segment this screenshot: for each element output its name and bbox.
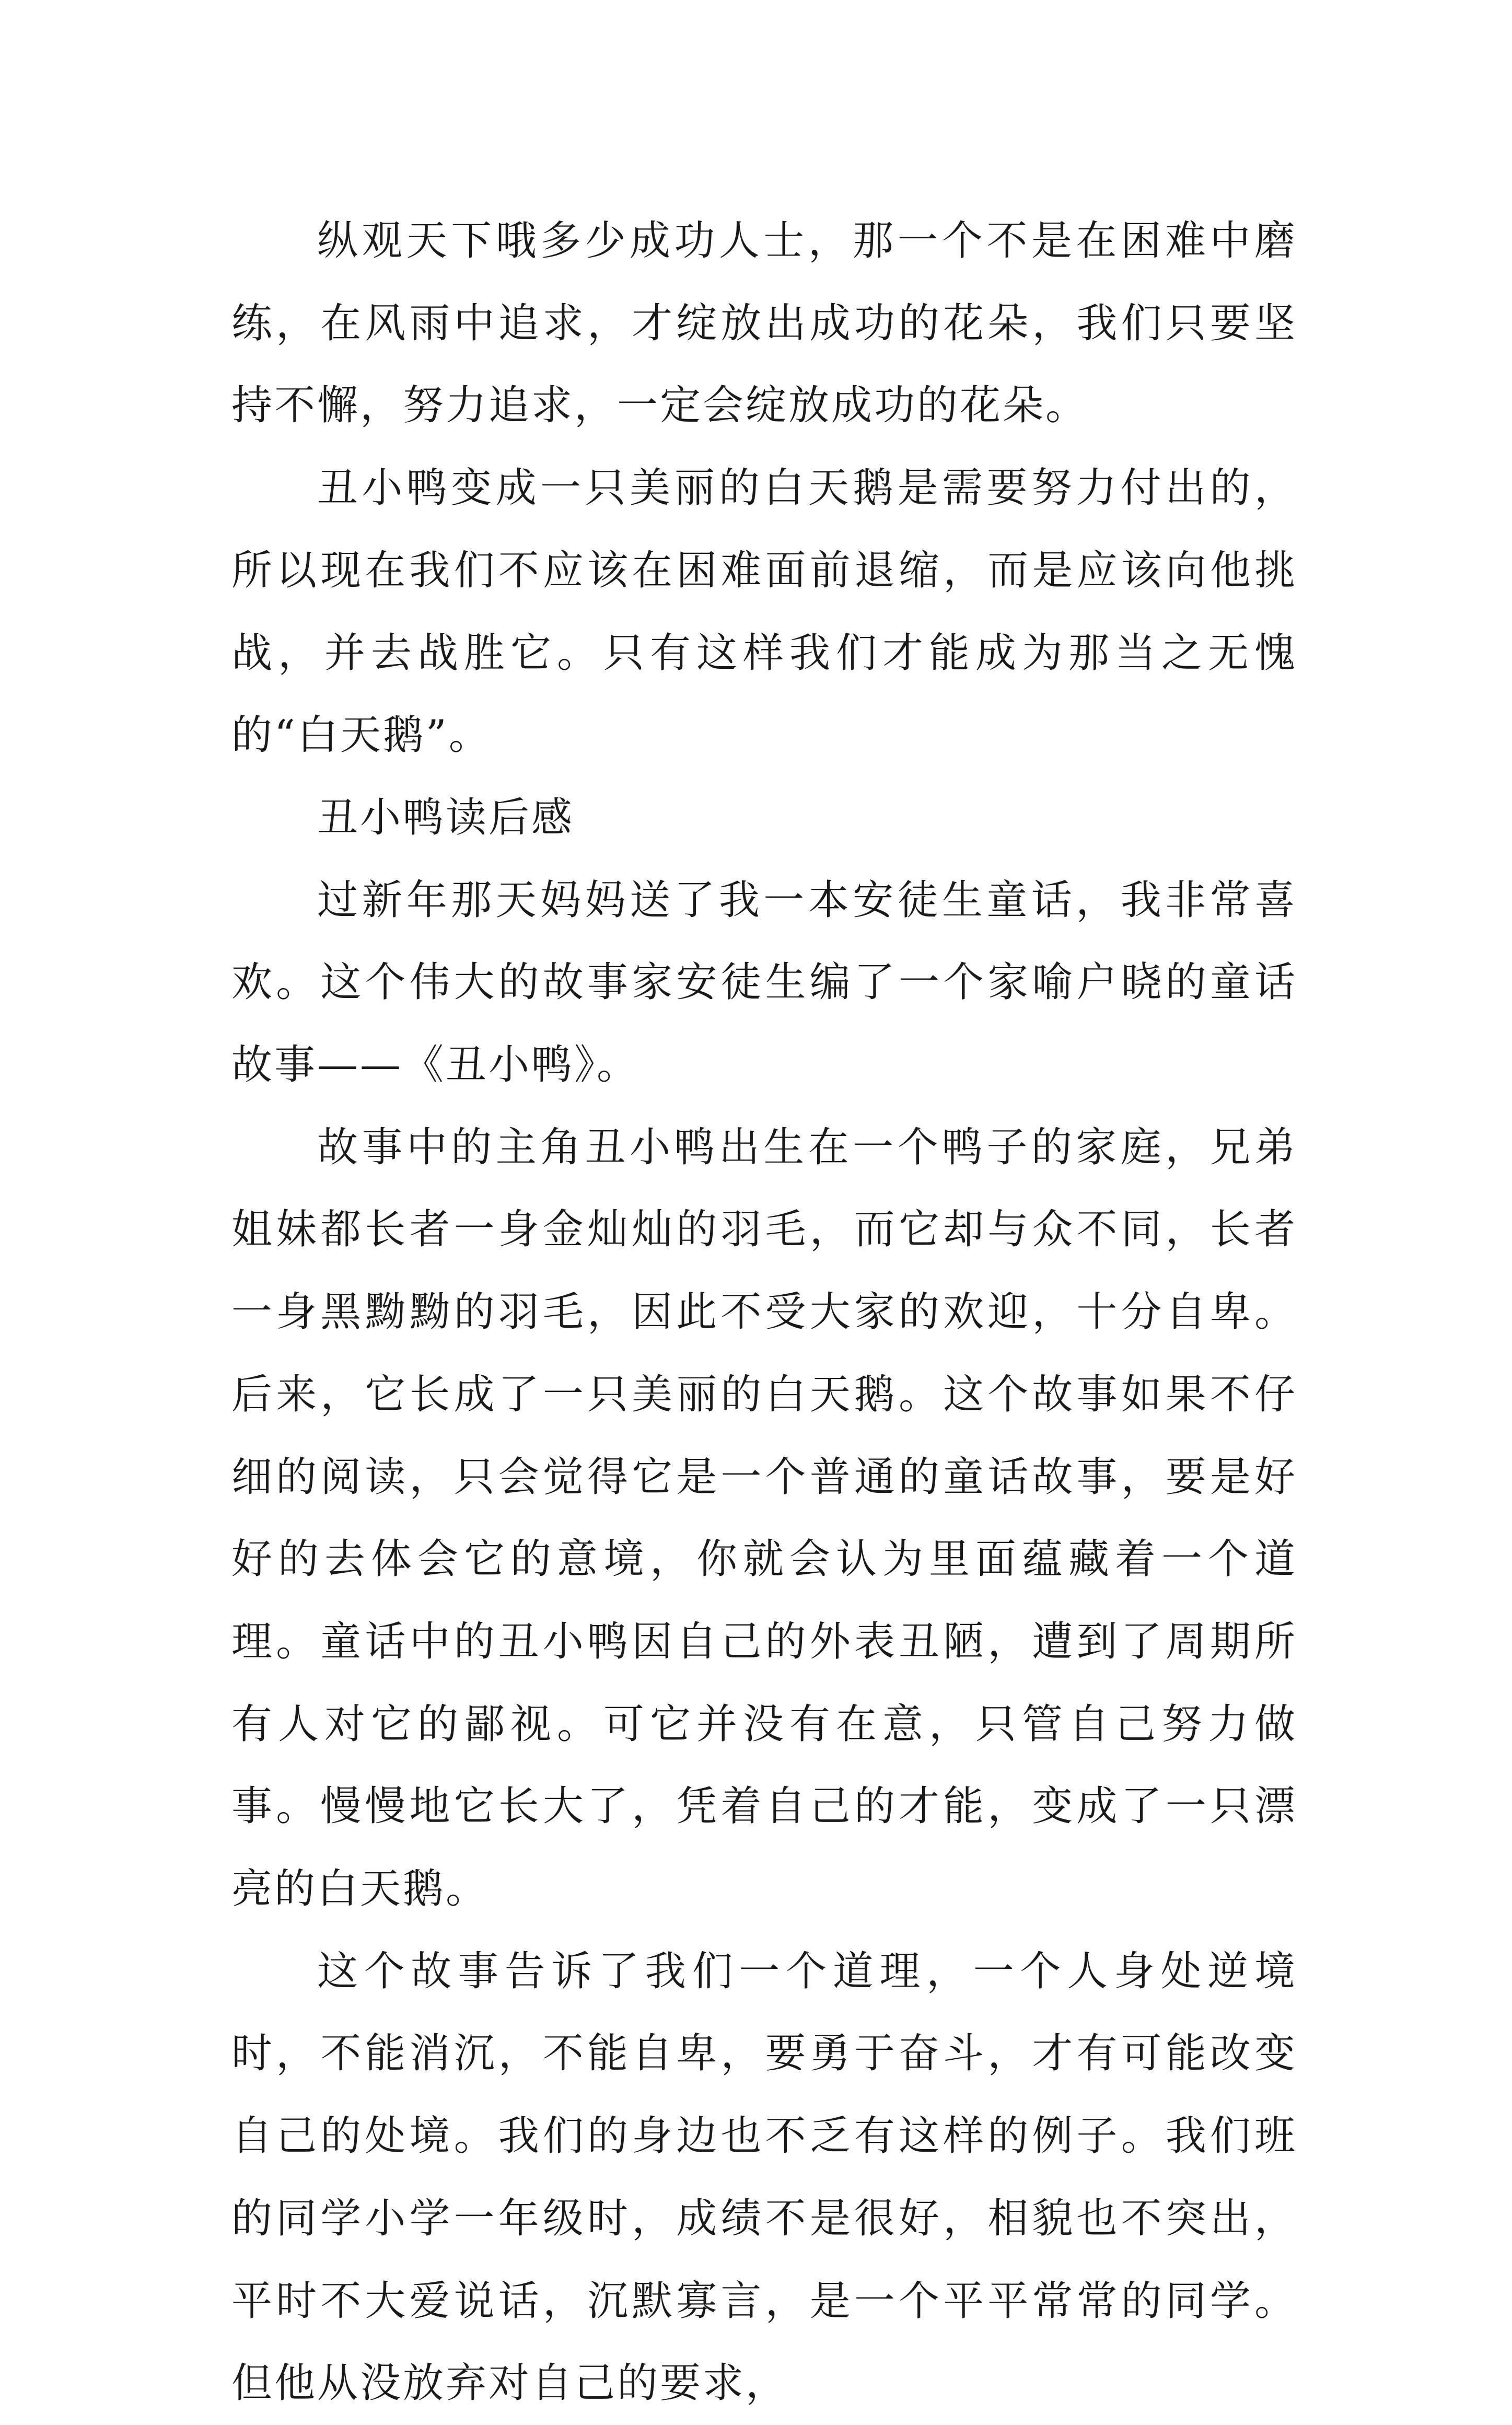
document-body: [231, 200, 1297, 2425]
paragraph-2: 丑小鸭变成一只美丽的白天鹅是需要努力付出的，所以现在我们不应该在困难面前退缩，而是应该向他挑战，并去战胜它。只有这样我们才能成为那当之无愧的“白天鹅”。: [231, 465, 1297, 759]
paragraph-3: 过新年那天妈妈送了我一本安徒生童话，我非常喜欢。这个伟大的故事家安徒生编了一个家喻户晓的童话故事——《丑小鸭》。: [231, 876, 1297, 1089]
paragraph-1: 纵观天下哦多少成功人士，那一个不是在困难中磨练，在风雨中追求，才绽放出成功的花朵，我们只要坚持不懈，努力追求，一定会绽放成功的花朵。: [231, 217, 1297, 430]
section-title: 丑小鸭读后感: [317, 794, 575, 841]
paragraph-4: 故事中的主角丑小鸭出生在一个鸭子的家庭，兄弟姐妹都长者一身金灿灿的羽毛，而它却与众不同，长者一身黑黝黝的羽毛，因此不受大家的欢迎，十分自卑。后来，它长成了一只美丽的白天鹅。这个故事如果不仔细的阅读，只会觉得它是一个普通的童话故事，要是好好的去体会它的意境，你就会认为里面蕴藏着一个道理。童话中的丑小鸭因自己的外表丑陋，遭到了周期所有人对它的鄙视。可它并没有在意，只管自己努力做事。慢慢地它长大了，凭着自己的才能，变成了一只漂亮的白天鹅。: [231, 1123, 1297, 1913]
paragraph-5: 这个故事告诉了我们一个道理，一个人身处逆境时，不能消沉，不能自卑，要勇于奋斗，才有可能改变自己的处境。我们的身边也不乏有这样的例子。我们班的同学小学一年级时，成绩不是很好，相貌也不突出，平时不大爱说话，沉默寡言，是一个平平常常的同学。但他从没放弃对自己的要求，: [231, 1947, 1297, 2407]
